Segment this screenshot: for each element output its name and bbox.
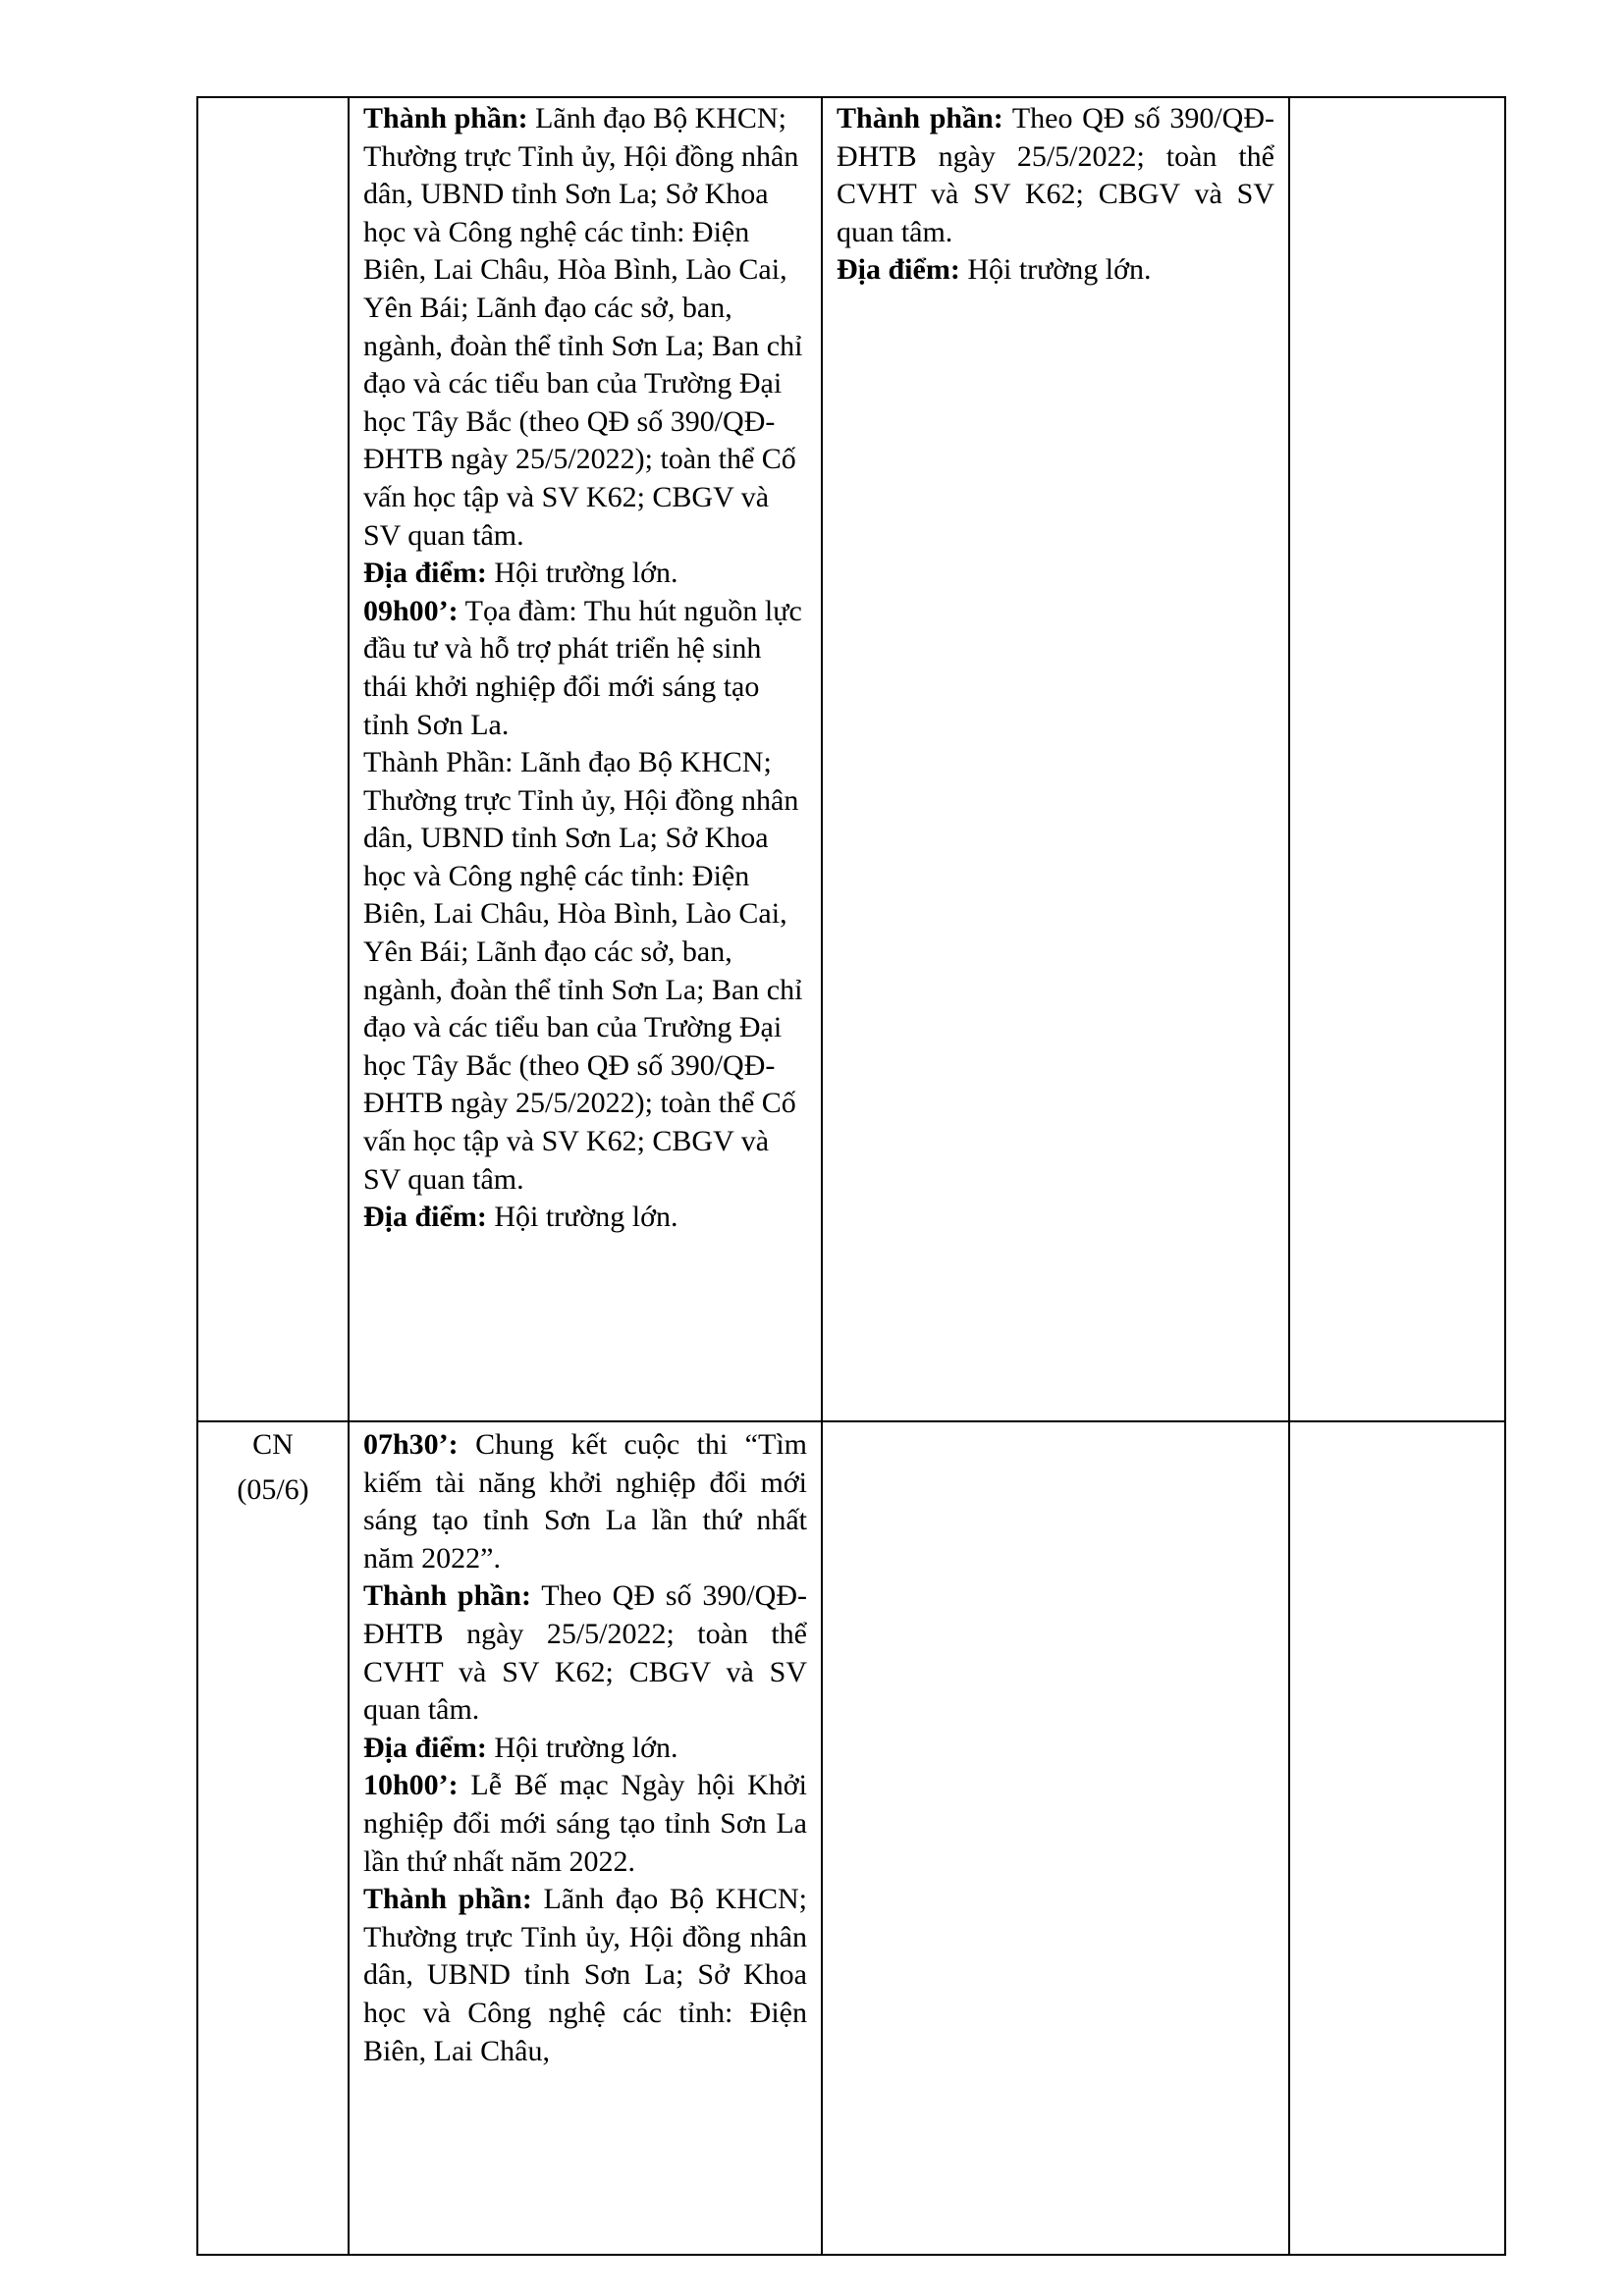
location-label: Địa điểm: — [363, 557, 487, 590]
notes-cell — [1289, 1421, 1505, 2255]
schedule-table — [196, 96, 1506, 2256]
participants-label: Thành phần: — [363, 102, 528, 134]
participants-text: Thành Phần: Lãnh đạo Bộ KHCN; Thường trực Tỉnh ủy, Hội đồng nhân dân, UBND tỉnh Sơn La; Sở Khoa học và Công nghệ các tỉnh: Điện Biên, Lai Châu, Hòa Bình, Lào Cai, Yên Bái; Lãnh đạo các sở, ban, ngành, đoàn thể tỉnh Sơn La; Ban chỉ đạo và các tiểu ban của Trường Đại học Tây Bắc (theo QĐ số 390/QĐ-ĐHTB ngày 25/5/2022); toàn thể Cố vấn học tập và SV K62; CBGV và SV quan tâm. — [363, 746, 803, 1196]
schedule-row — [197, 1421, 1505, 2255]
participants-text: Theo QĐ số 390/QĐ-ĐHTB ngày 25/5/2022; toàn thể CVHT và SV K62; CBGV và SV quan tâm. — [837, 102, 1274, 248]
participants-text: Theo QĐ số 390/QĐ-ĐHTB ngày 25/5/2022; toàn thể CVHT và SV K62; CBGV và SV quan tâm. — [363, 1579, 807, 1727]
location-text: Hội trường lớn. — [486, 557, 678, 590]
location-paragraph — [837, 251, 1274, 290]
participants-paragraph — [363, 1577, 807, 1729]
location-paragraph — [363, 1199, 807, 1237]
location-label: Địa điểm: — [363, 1201, 487, 1234]
event-text: Chung kết cuộc thi “Tìm kiếm tài năng khởi nghiệp đổi mới sáng tạo tỉnh Sơn La lần thứ nhất năm 2022”. — [363, 1428, 807, 1575]
participants-text: Lãnh đạo Bộ KHCN; Thường trực Tỉnh ủy, Hội đồng nhân dân, UBND tỉnh Sơn La; Sở Khoa học và Công nghệ các tỉnh: Điện Biên, Lai Châu, Hòa Bình, Lào Cai, Yên Bái; Lãnh đạo các sở, ban, ngành, đoàn thể tỉnh Sơn La; Ban chỉ đạo và các tiểu ban của Trường Đại học Tây Bắc (theo QĐ số 390/QĐ-ĐHTB ngày 25/5/2022); toàn thể Cố vấn học tập và SV K62; CBGV và SV quan tâm. — [363, 102, 803, 552]
afternoon-cell — [822, 97, 1289, 1421]
location-paragraph — [363, 555, 807, 593]
event-time: 10h00’: — [363, 1769, 459, 1802]
participants-label: Thành phần: — [837, 102, 1003, 134]
day-cell — [197, 1421, 349, 2255]
location-label: Địa điểm: — [837, 253, 960, 287]
day-cell — [197, 97, 349, 1421]
location-text: Hội trường lớn. — [486, 1731, 678, 1764]
participants-paragraph — [363, 744, 807, 1199]
participants-paragraph — [363, 1881, 807, 2070]
location-text: Hội trường lớn. — [486, 1201, 678, 1234]
event-time: 09h00’: — [363, 594, 459, 627]
event-paragraph — [363, 1767, 807, 1881]
schedule-row — [197, 97, 1505, 1421]
notes-text — [1290, 1422, 1504, 1424]
event-text: Tọa đàm: Thu hút nguồn lực đầu tư và hỗ trợ phát triển hệ sinh thái khởi nghiệp đổi mới sáng tạo tỉnh Sơn La. — [363, 594, 802, 741]
participants-label: Thành phần: — [363, 1579, 531, 1613]
event-time: 07h30’: — [363, 1428, 459, 1461]
participants-paragraph — [363, 100, 807, 555]
location-paragraph — [363, 1730, 807, 1768]
event-paragraph — [363, 1426, 807, 1577]
participants-text: Lãnh đạo Bộ KHCN; Thường trực Tỉnh ủy, Hội đồng nhân dân, UBND tỉnh Sơn La; Sở Khoa học và Công nghệ các tỉnh: Điện Biên, Lai Châu, — [363, 1883, 807, 2067]
notes-cell — [1289, 97, 1505, 1421]
afternoon-cell — [822, 1421, 1289, 2255]
participants-paragraph — [837, 100, 1274, 251]
morning-cell — [349, 97, 822, 1421]
event-text: Lễ Bế mạc Ngày hội Khởi nghiệp đổi mới sáng tạo tỉnh Sơn La lần thứ nhất năm 2022. — [363, 1769, 807, 1878]
location-label: Địa điểm: — [363, 1731, 487, 1764]
location-text: Hội trường lớn. — [959, 253, 1152, 287]
participants-label: Thành phần: — [363, 1883, 532, 1916]
day-date: (05/6) — [237, 1473, 309, 1506]
day-name: CN — [252, 1428, 294, 1461]
event-paragraph — [363, 593, 807, 744]
notes-text — [1290, 98, 1504, 100]
morning-cell — [349, 1421, 822, 2255]
